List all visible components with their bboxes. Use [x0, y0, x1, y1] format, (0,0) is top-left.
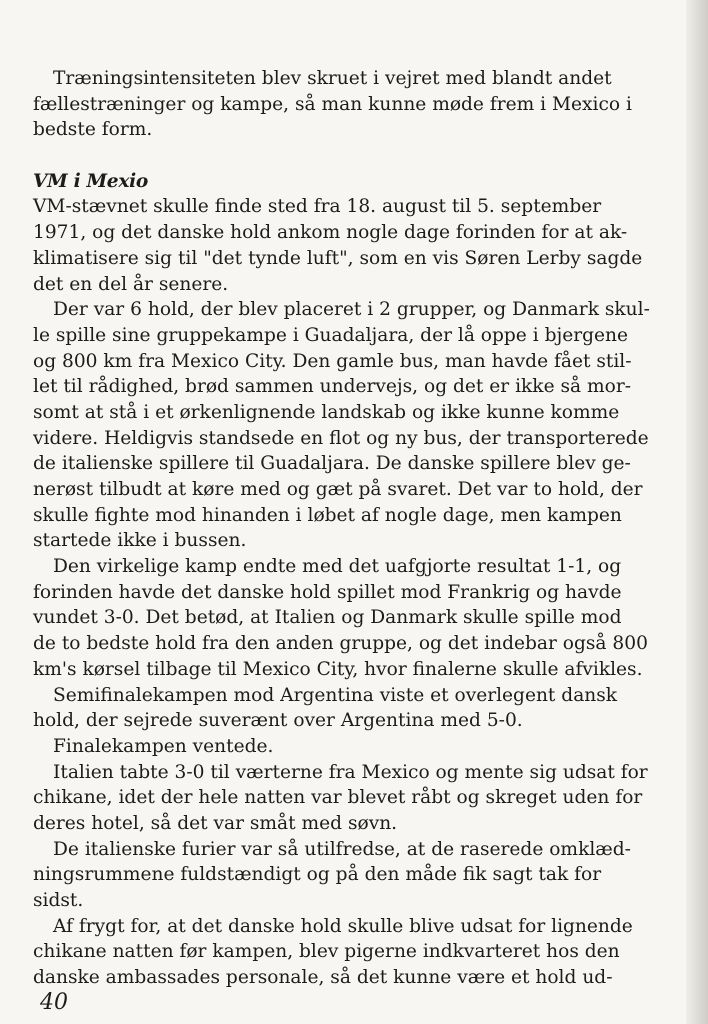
text-line: Semifinalekampen mod Argentina viste et overlegent dansk	[53, 684, 618, 706]
text-line: somt at stå i et ørkenlignende landskab og ikke kunne komme	[33, 401, 620, 423]
text-line: let til rådighed, brød sammen undervejs, og det er ikke så mor-	[33, 376, 632, 398]
text-line: VM-stævnet skulle finde sted fra 18. august til 5. september	[33, 196, 602, 218]
text-line: sidst.	[33, 890, 84, 911]
text-line: Finalekampen ventede.	[53, 735, 274, 757]
text-line: 1971, og det danske hold ankom nogle dage forinden for at ak-	[33, 222, 628, 244]
text-line: og 800 km fra Mexico City. Den gamle bus, man havde fået stil-	[33, 350, 632, 372]
text-line: fællestræninger og kampe, så man kunne møde frem i Mexico i	[33, 93, 632, 115]
text-line: chikane natten før kampen, blev pigerne indkvarteret hos den	[33, 941, 620, 963]
text-line: hold, der sejrede suverænt over Argentina med 5-0.	[33, 710, 523, 732]
text-line: Der var 6 hold, der blev placeret i 2 grupper, og Danmark skul-	[53, 299, 650, 321]
text-line: videre. Heldigvis standsede en flot og ny bus, der transporterede	[33, 427, 649, 449]
body-text	[33, 66, 673, 991]
text-line: Af frygt for, at det danske hold skulle blive udsat for lignende	[53, 915, 633, 937]
text-line: de italienske spillere til Guadaljara. De danske spillere blev ge-	[33, 453, 631, 475]
text-line: km's kørsel tilbage til Mexico City, hvor finalerne skulle afvikles.	[33, 658, 643, 680]
text-line: De italienske furier var så utilfredse, at de raserede omklæd-	[53, 838, 631, 860]
text-line: Italien tabte 3-0 til værterne fra Mexico og mente sig udsat for	[53, 761, 648, 783]
text-line: klimatisere sig til "det tynde luft", som en vis Søren Lerby sagde	[33, 247, 643, 269]
text-line: deres hotel, så det var småt med søvn.	[33, 812, 398, 834]
page-edge-shadow	[686, 0, 708, 1024]
text-line: det en del år senere.	[33, 273, 229, 295]
text-line: Træningsintensiteten blev skruet i vejret med blandt andet	[53, 68, 612, 89]
text-line: de to bedste hold fra den anden gruppe, og det indebar også 800	[33, 633, 648, 655]
text-line: nerøst tilbudt at køre med og gæt på svaret. Det var to hold, der	[33, 479, 643, 500]
section-heading: VM i Mexio	[33, 170, 148, 192]
text-line: chikane, idet der hele natten var blevet råbt og skreget uden for	[33, 787, 643, 809]
page-number: 40	[40, 990, 68, 1015]
text-line: Den virkelige kamp endte med det uafgjorte resultat 1-1, og	[53, 556, 622, 578]
text-line: startede ikke i bussen.	[33, 530, 247, 552]
text-line: ningsrummene fuldstændigt og på den måde fik sagt tak for	[33, 864, 602, 886]
text-line: bedste form.	[33, 119, 153, 141]
text-line: skulle fighte mod hinanden i løbet af nogle dage, men kampen	[33, 504, 622, 526]
text-line: forinden havde det danske hold spillet mod Frankrig og havde	[33, 581, 622, 603]
text-line: le spille sine gruppekampe i Guadaljara, der lå oppe i bjergene	[33, 324, 629, 346]
blank-line	[33, 143, 673, 169]
text-line: danske ambassades personale, så det kunne være et hold ud-	[33, 967, 613, 989]
text-line: vundet 3-0. Det betød, at Italien og Danmark skulle spille mod	[33, 607, 622, 629]
